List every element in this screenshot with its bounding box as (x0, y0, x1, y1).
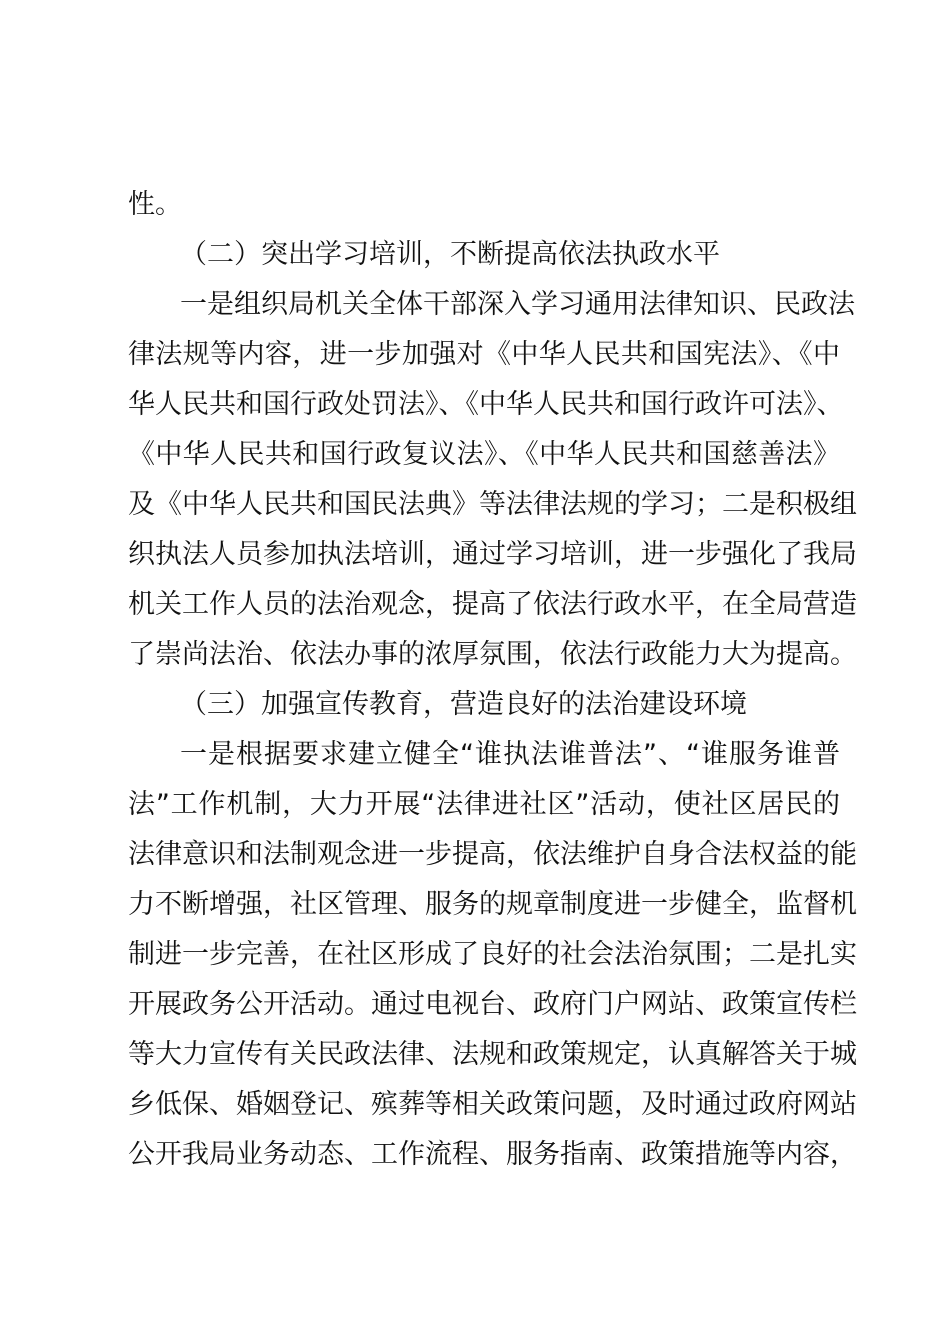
section-heading: （三）加强宣传教育，营造良好的法治建设环境 (180, 689, 747, 720)
paragraph-line: 乡低保、婚姻登记、殡葬等相关政策问题，及时通过政府网站 (128, 1089, 857, 1120)
paragraph-line: 及《中华人民共和国民法典》等法律法规的学习；二是积极组 (128, 489, 857, 520)
paragraph-line: 开展政务公开活动。通过电视台、政府门户网站、政策宣传栏 (128, 989, 857, 1020)
paragraph-line: 织执法人员参加执法培训，通过学习培训，进一步强化了我局 (128, 539, 857, 570)
paragraph-line: 等大力宣传有关民政法律、法规和政策规定，认真解答关于城 (128, 1039, 857, 1070)
paragraph-line: 了崇尚法治、依法办事的浓厚氛围，依法行政能力大为提高。 (128, 639, 857, 670)
section-heading: （二）突出学习培训，不断提高依法执政水平 (180, 239, 720, 270)
paragraph-line: 《中华人民共和国行政复议法》、《中华人民共和国慈善法》 (128, 439, 840, 470)
paragraph-line: 华人民共和国行政处罚法》、《中华人民共和国行政许可法》、 (128, 389, 844, 420)
paragraph-line: 律法规等内容，进一步加强对《中华人民共和国宪法》、《中 (128, 339, 840, 370)
paragraph-line: 力不断增强，社区管理、服务的规章制度进一步健全，监督机 (128, 889, 857, 920)
paragraph-line: 一是根据要求建立健全“谁执法谁普法”、“谁服务谁普 (180, 739, 840, 770)
paragraph-line: 机关工作人员的法治观念，提高了依法行政水平，在全局营造 (128, 589, 857, 620)
paragraph-line: 法”工作机制，大力开展“法律进社区”活动，使社区居民的 (128, 789, 840, 820)
paragraph-line: 公开我局业务动态、工作流程、服务指南、政策措施等内容， (128, 1139, 857, 1170)
paragraph-line: 性。 (128, 189, 182, 220)
paragraph-line: 一是组织局机关全体干部深入学习通用法律知识、民政法 (180, 289, 855, 320)
paragraph-line: 法律意识和法制观念进一步提高，依法维护自身合法权益的能 (128, 839, 857, 870)
paragraph-line: 制进一步完善，在社区形成了良好的社会法治氛围；二是扎实 (128, 939, 857, 970)
